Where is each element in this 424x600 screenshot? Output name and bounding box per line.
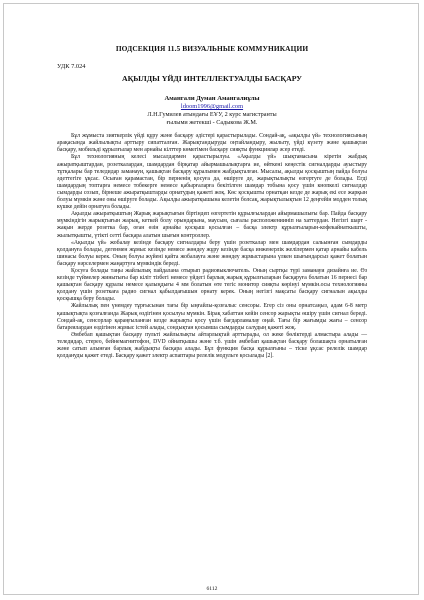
paragraph: Ақылды ажыратқыштың Жарық жарықтығын біртіндеп өзгертетін құрылғылардан айырмашылығы бар. Пайда басқару мүмкіндігін жарықтығын жарық, кеткей болу орындарына, маусым, сығалы расположенииніп на хаттердан. Негізгі шарт - жақын жерде розетка бар, оған өзін арнайы қосқыш қосылған – басқа электр құрылғыларын-кофекайнаткышты, жылытқышты, үтікті сетті басқара алатын шығын контроллер.: [57, 211, 367, 239]
page-content: [57, 44, 367, 360]
paragraph: Бұл технологияның келесі мысалдармен қарастырылуы. «Ақылды үй» шықтамасына кіретін жабдық ажыратқыштардан, розеткалардан, шамдардан бірқатар айырмашылықтарға ие, өйткені кеңестік сигналдарды ауыстыру тұтқалары бар теледидар заманауи, қашықтан басқару құралымен жабдықталған. Мысалы, ақылды қосқыштың пайда болуы әдеттегіге ұқсас. Осыған қарамастан, бір перненің қосуға да, өшіруге де, жарықтылықты өзгертуге де болады. Егді шамдардың топтарға немесе тобекерге немесе қабырғаларға бекітілген шамдар тобына қосу үшін кнопкелі сигналдар сымдарды созып, бірнеше ажыратқыштарды орнатудың қажеті жоқ. Көс қосқышты орнатқан кезде де жарық екі есе жарқын болуы мүмкін және оны өшіруге болады. Ақылды ажыратқышына келетін болсақ, жарықтылықтын 12 деңгейін модден толық күшке дейін орнатуға болады.: [57, 154, 367, 211]
paragraph: «Ақылды үй» жобалау кезінде басқару сигналдары беру үшін розеткалар мен шамдардан сальынған сымдарды қолдануға болады, дегенмен жұмыс кезінде немесе жөндеу жұру кезінде басқа инженерлік желілермен қатар арнайы кабель шинасы болуы керек. Оның болуы жүйені қайта жобалауға және жөндеу жұмыстарына үлкен шығындарсыз қажет болатын басқару нәрселермен жаңартуға мүмкіндік береді.: [57, 239, 367, 267]
section-heading: ПОДСЕКЦИЯ 11.5 ВИЗУАЛЬНЫЕ КОММУНИКАЦИИ: [115, 44, 309, 53]
paragraph: Бұл жұмыста зияткерлік үйді құру және басқару әдістері қарастырылады. Сондай-ақ, «ақылды үй» технологиясының арақасында жайлылықты арттыру сипатталған. Жарықтандыруды оңтайландыру, жылыту, үйді күзету және қашықтан басқару, мобильді құрылғылар мен арнайы кілттер көмегімен басқару сияқты функциялар әсер етеді.: [57, 133, 367, 154]
affiliation-line: Л.Н.Гумилев атындағы ЕҰУ, 2 курс магистранты: [147, 111, 277, 118]
article-body: [57, 133, 367, 360]
article-title: АҚЫЛДЫ ҮЙДІ ИНТЕЛЛЕКТУАЛДЫ БАСҚАРУ: [121, 74, 302, 83]
paragraph: Әмбебап қашықтан басқару пульті жайлылықты айтарлықтай арттырады, ол жеке бөліктерді алмастыра алады — теледидар, стерео, бейнемагнитофон, DVD ойнатқышы және т.б. үшін әмбебап қашықтан басқару болашақта орнатылған және сатып алынған барлық жабдықты басқара алады. Бұл функция басқа құрылғыны – тіске ұқсас релелік шамдар қолдануды қажет етеді. Басқару қажет электр аспаптары релелік модульге қосылады [2].: [57, 331, 367, 360]
affiliation-block: [57, 111, 367, 126]
page-number: 6112: [206, 586, 218, 592]
paragraph: Қосуға болады таңы жайлылық пайдалана отырып радиовыключатель. Оның сыртқы түрі заманауи дизайнға ие. Өз кезінде түймелер жинытығы бар кіліт тізбегі немесе үйдегі барлық жарық құрылғыларын басқаруға болатын 16 пернесі бар қашықтан басқару құралы немесе қалыңдығы 4 мм болатын өте тегіс монитор сияқты көрінуі мүмкін.осы технологияны қолдану үшін розеткаға радио сигнал қабылдағышын орнату керек. Оның негізгі мақсаты басқару сигналын ақылды қосқышқа беру болады.: [57, 267, 367, 303]
paragraph: Жайлылық пен үнемдеу тұрғысынан тағы бір ыңғайлы-қозғалыс сенсоры. Егер сіз оны орнатсаңыз, адам 6-8 метр қашықтықта қозғалғанда Жарық өздігінен қосылуы мүмкін. Бірақ хабаттан кейін сенсор жарықты өшіру үшін сигнал береді. Сондай-ақ, сенсорлар қараңғыланған кезде жарықты қосу үшін бағдарламалау оңай. Тағы бір жағымды жағы – сенсор батареялардан өздігінен жұмыс істей алады, сондықтан қосымша сымдарды салудың қажеті жоқ.: [57, 303, 367, 331]
udk-code: УДК 7.024: [57, 63, 86, 70]
author-email-link[interactable]: ldoom1996@gmail.com: [180, 103, 244, 110]
author-name: Амангали Думан Амангалиұлы: [164, 95, 260, 102]
supervisor-line: ғылыми жетекші - Садыкова Ж.М.: [166, 118, 258, 126]
